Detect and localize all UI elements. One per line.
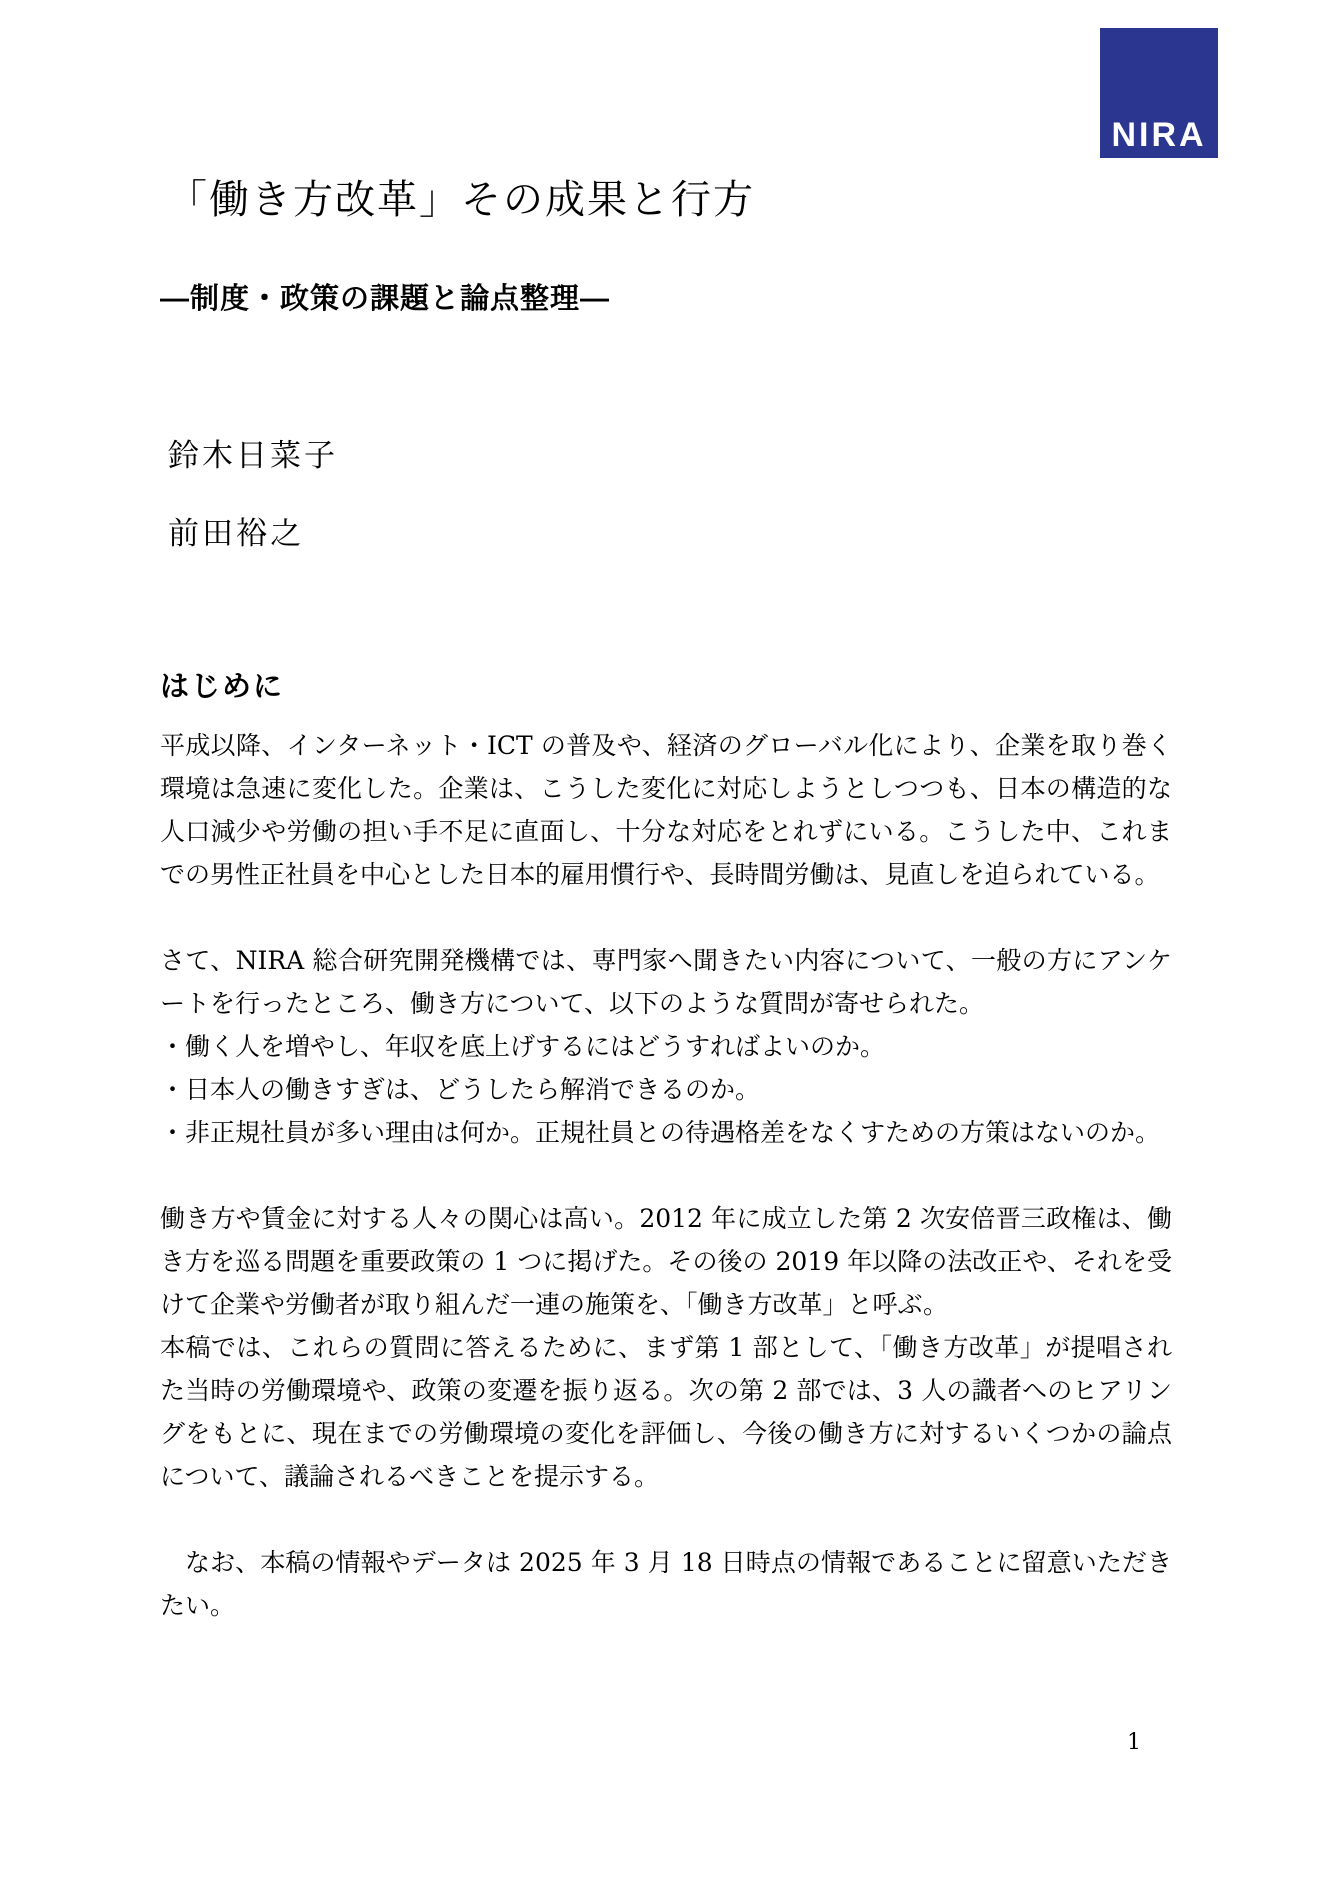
- paragraph-note: なお、本稿の情報やデータは 2025 年 3 月 18 日時点の情報であることに留意いただきたい。: [160, 1548, 1172, 1620]
- paragraph-intro: 平成以降、インターネット・ICT の普及や、経済のグローバル化により、企業を取り巻く環境は急速に変化した。企業は、こうした変化に対応しようとしつつも、日本の構造的な人口減少や労働の担い手不足に直面し、十分な対応をとれずにいる。こうした中、これまでの男性正社員を中心とした日本的雇用慣行や、長時間労働は、見直しを迫られている。: [160, 731, 1172, 889]
- body-text: [160, 724, 1172, 1627]
- bullet-item-2: ・日本人の働きすぎは、どうしたら解消できるのか。: [160, 1075, 761, 1104]
- paragraph-structure: 本稿では、これらの質問に答えるために、まず第 1 部として、「働き方改革」が提唱された当時の労働環境や、政策の変遷を振り返る。次の第 2 部では、3 人の識者へのヒアリングをもとに、現在までの労働環境の変化を評価し、今後の働き方に対するいくつかの論点について、議論されるべきことを提示する。: [160, 1333, 1172, 1491]
- document-title: 「働き方改革」その成果と行方: [167, 177, 755, 223]
- bullet-item-3: ・非正規社員が多い理由は何か。正規社員との待遇格差をなくすための方策はないのか。: [160, 1118, 1161, 1147]
- question-bullet-list: [160, 1025, 1172, 1154]
- paragraph-interest: 働き方や賃金に対する人々の関心は高い。2012 年に成立した第 2 次安倍晋三政権は、働き方を巡る問題を重要政策の 1 つに掲げた。その後の 2019 年以降の法改正や、それを受けて企業や労働者が取り組んだ一連の施策を、「働き方改革」と呼ぶ。: [160, 1204, 1172, 1319]
- nira-logo-text: NIRA: [1111, 116, 1207, 154]
- author-name-1: 鈴木日菜子: [168, 438, 338, 474]
- section-heading-hajimeni: はじめに: [160, 669, 285, 703]
- author-name-2: 前田裕之: [168, 516, 304, 552]
- page-number: 1: [1127, 1730, 1141, 1755]
- nira-logo: [1100, 28, 1218, 158]
- bullet-item-1: ・働く人を増やし、年収を底上げするにはどうすればよいのか。: [160, 1032, 886, 1061]
- paragraph-survey: さて、NIRA 総合研究開発機構では、専門家へ聞きたい内容について、一般の方にアンケートを行ったところ、働き方について、以下のような質問が寄せられた。: [160, 946, 1173, 1018]
- document-subtitle: ―制度・政策の課題と論点整理―: [160, 283, 611, 315]
